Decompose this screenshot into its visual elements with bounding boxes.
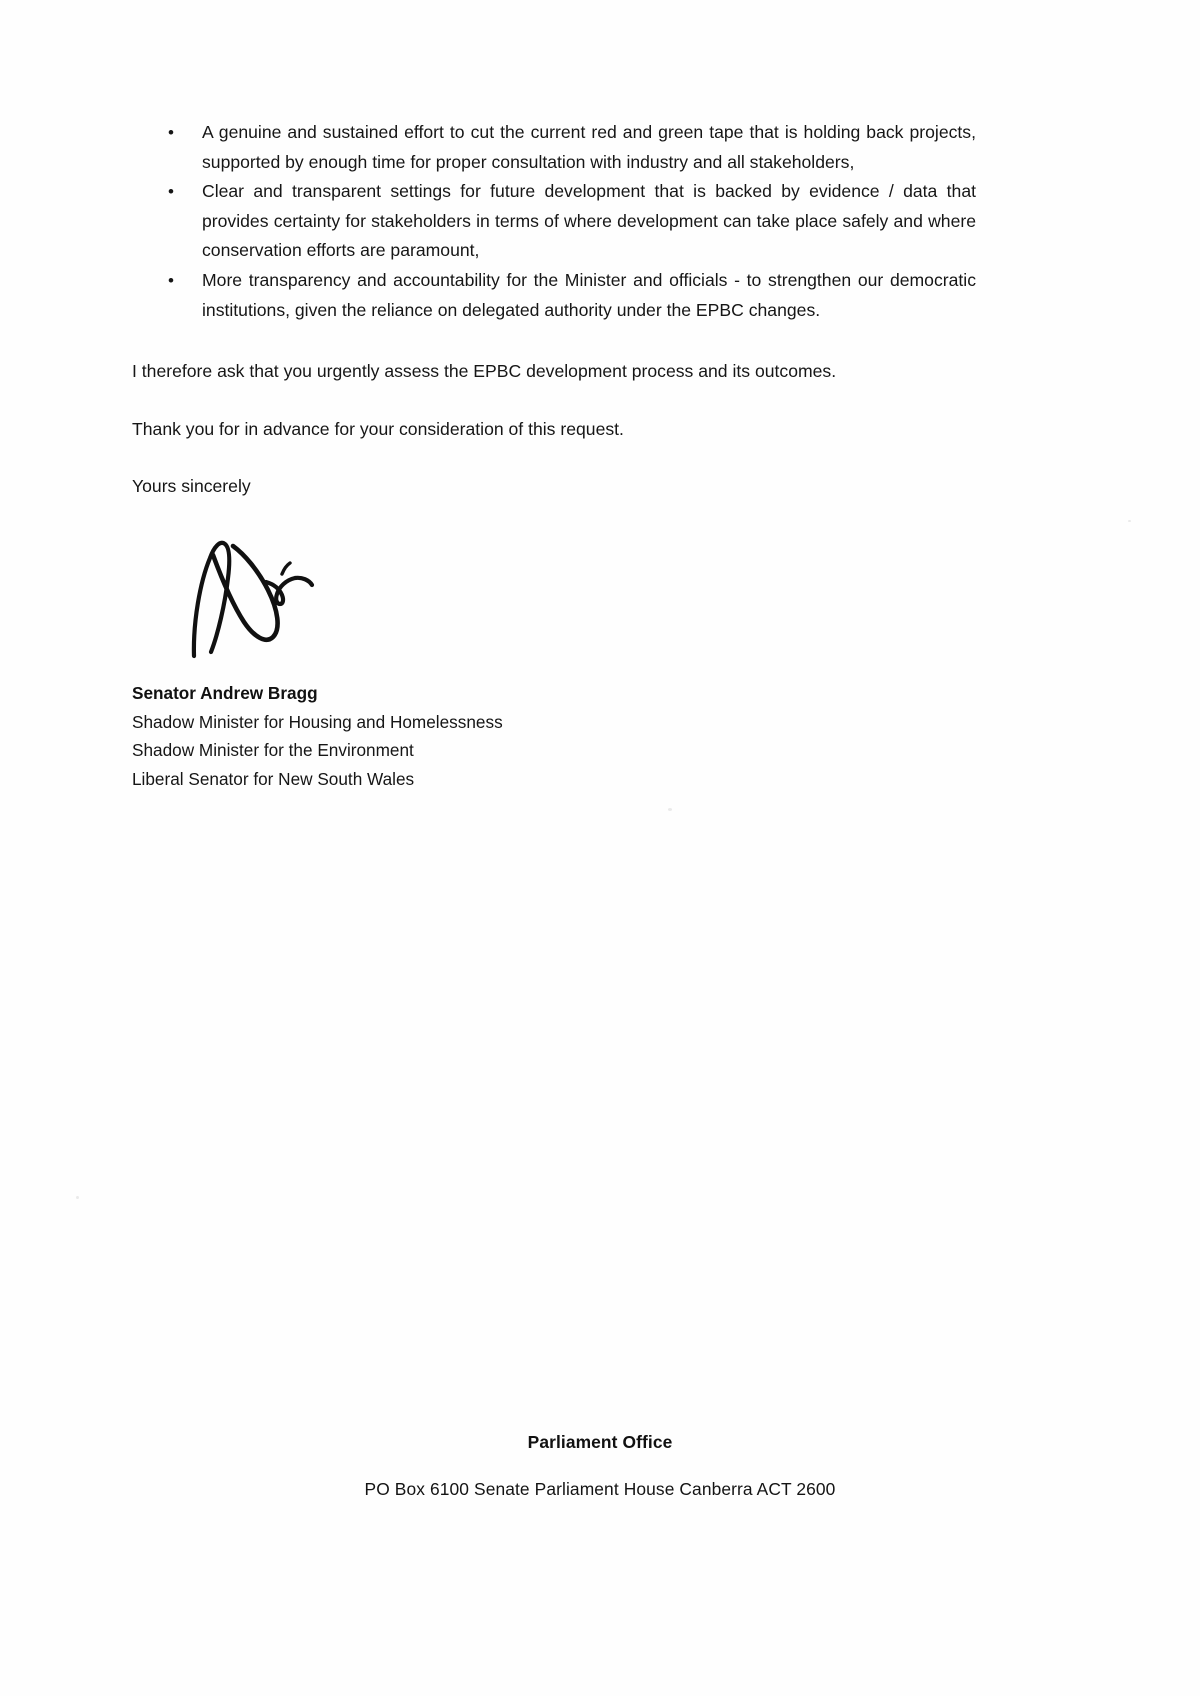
scan-speckle: [668, 808, 672, 811]
footer-office-address: PO Box 6100 Senate Parliament House Canberra ACT 2600: [364, 1479, 836, 1499]
signatory-role-senator: Liberal Senator for New South Wales: [132, 768, 415, 789]
list-item-text: A genuine and sustained effort to cut the current red and green tape that is holding back projects, supported by enough time for proper consultation with industry and all stakeholders,: [202, 122, 976, 172]
signature-block: [132, 679, 732, 793]
paragraph-request: I therefore ask that you urgently assess the EPBC development process and its outcomes.: [132, 361, 837, 382]
signature-image: [178, 530, 358, 665]
bullet-marker-icon: •: [168, 182, 174, 202]
signatory-role-housing: Shadow Minister for Housing and Homelessness: [132, 711, 503, 732]
paragraph-thanks: Thank you for in advance for your consideration of this request.: [132, 418, 624, 439]
requirements-bullet-list: [132, 118, 976, 325]
footer-office-title: Parliament Office: [527, 1432, 673, 1452]
list-item-text: More transparency and accountability for the Minister and officials - to strengthen our democratic institutions, given the reliance on delegated authority under the EPBC changes.: [202, 269, 976, 320]
page-footer: [0, 1432, 1200, 1500]
scan-speckle: [1128, 520, 1131, 522]
letter-body: [132, 118, 976, 520]
list-item: [132, 118, 976, 177]
signatory-role-environment: Shadow Minister for the Environment: [132, 740, 414, 761]
list-item-text: Clear and transparent settings for future development that is backed by evidence / data that provides certainty for stakeholders in terms of where development can take place safely and where conservation efforts are paramount,: [202, 181, 976, 261]
scan-speckle: [76, 1196, 79, 1199]
signatory-name: Senator Andrew Bragg: [132, 683, 318, 703]
list-item: [132, 266, 976, 325]
closing-salutation: Yours sincerely: [132, 476, 251, 497]
bullet-marker-icon: •: [168, 270, 174, 290]
bullet-marker-icon: •: [168, 123, 174, 142]
list-item: [132, 177, 976, 266]
